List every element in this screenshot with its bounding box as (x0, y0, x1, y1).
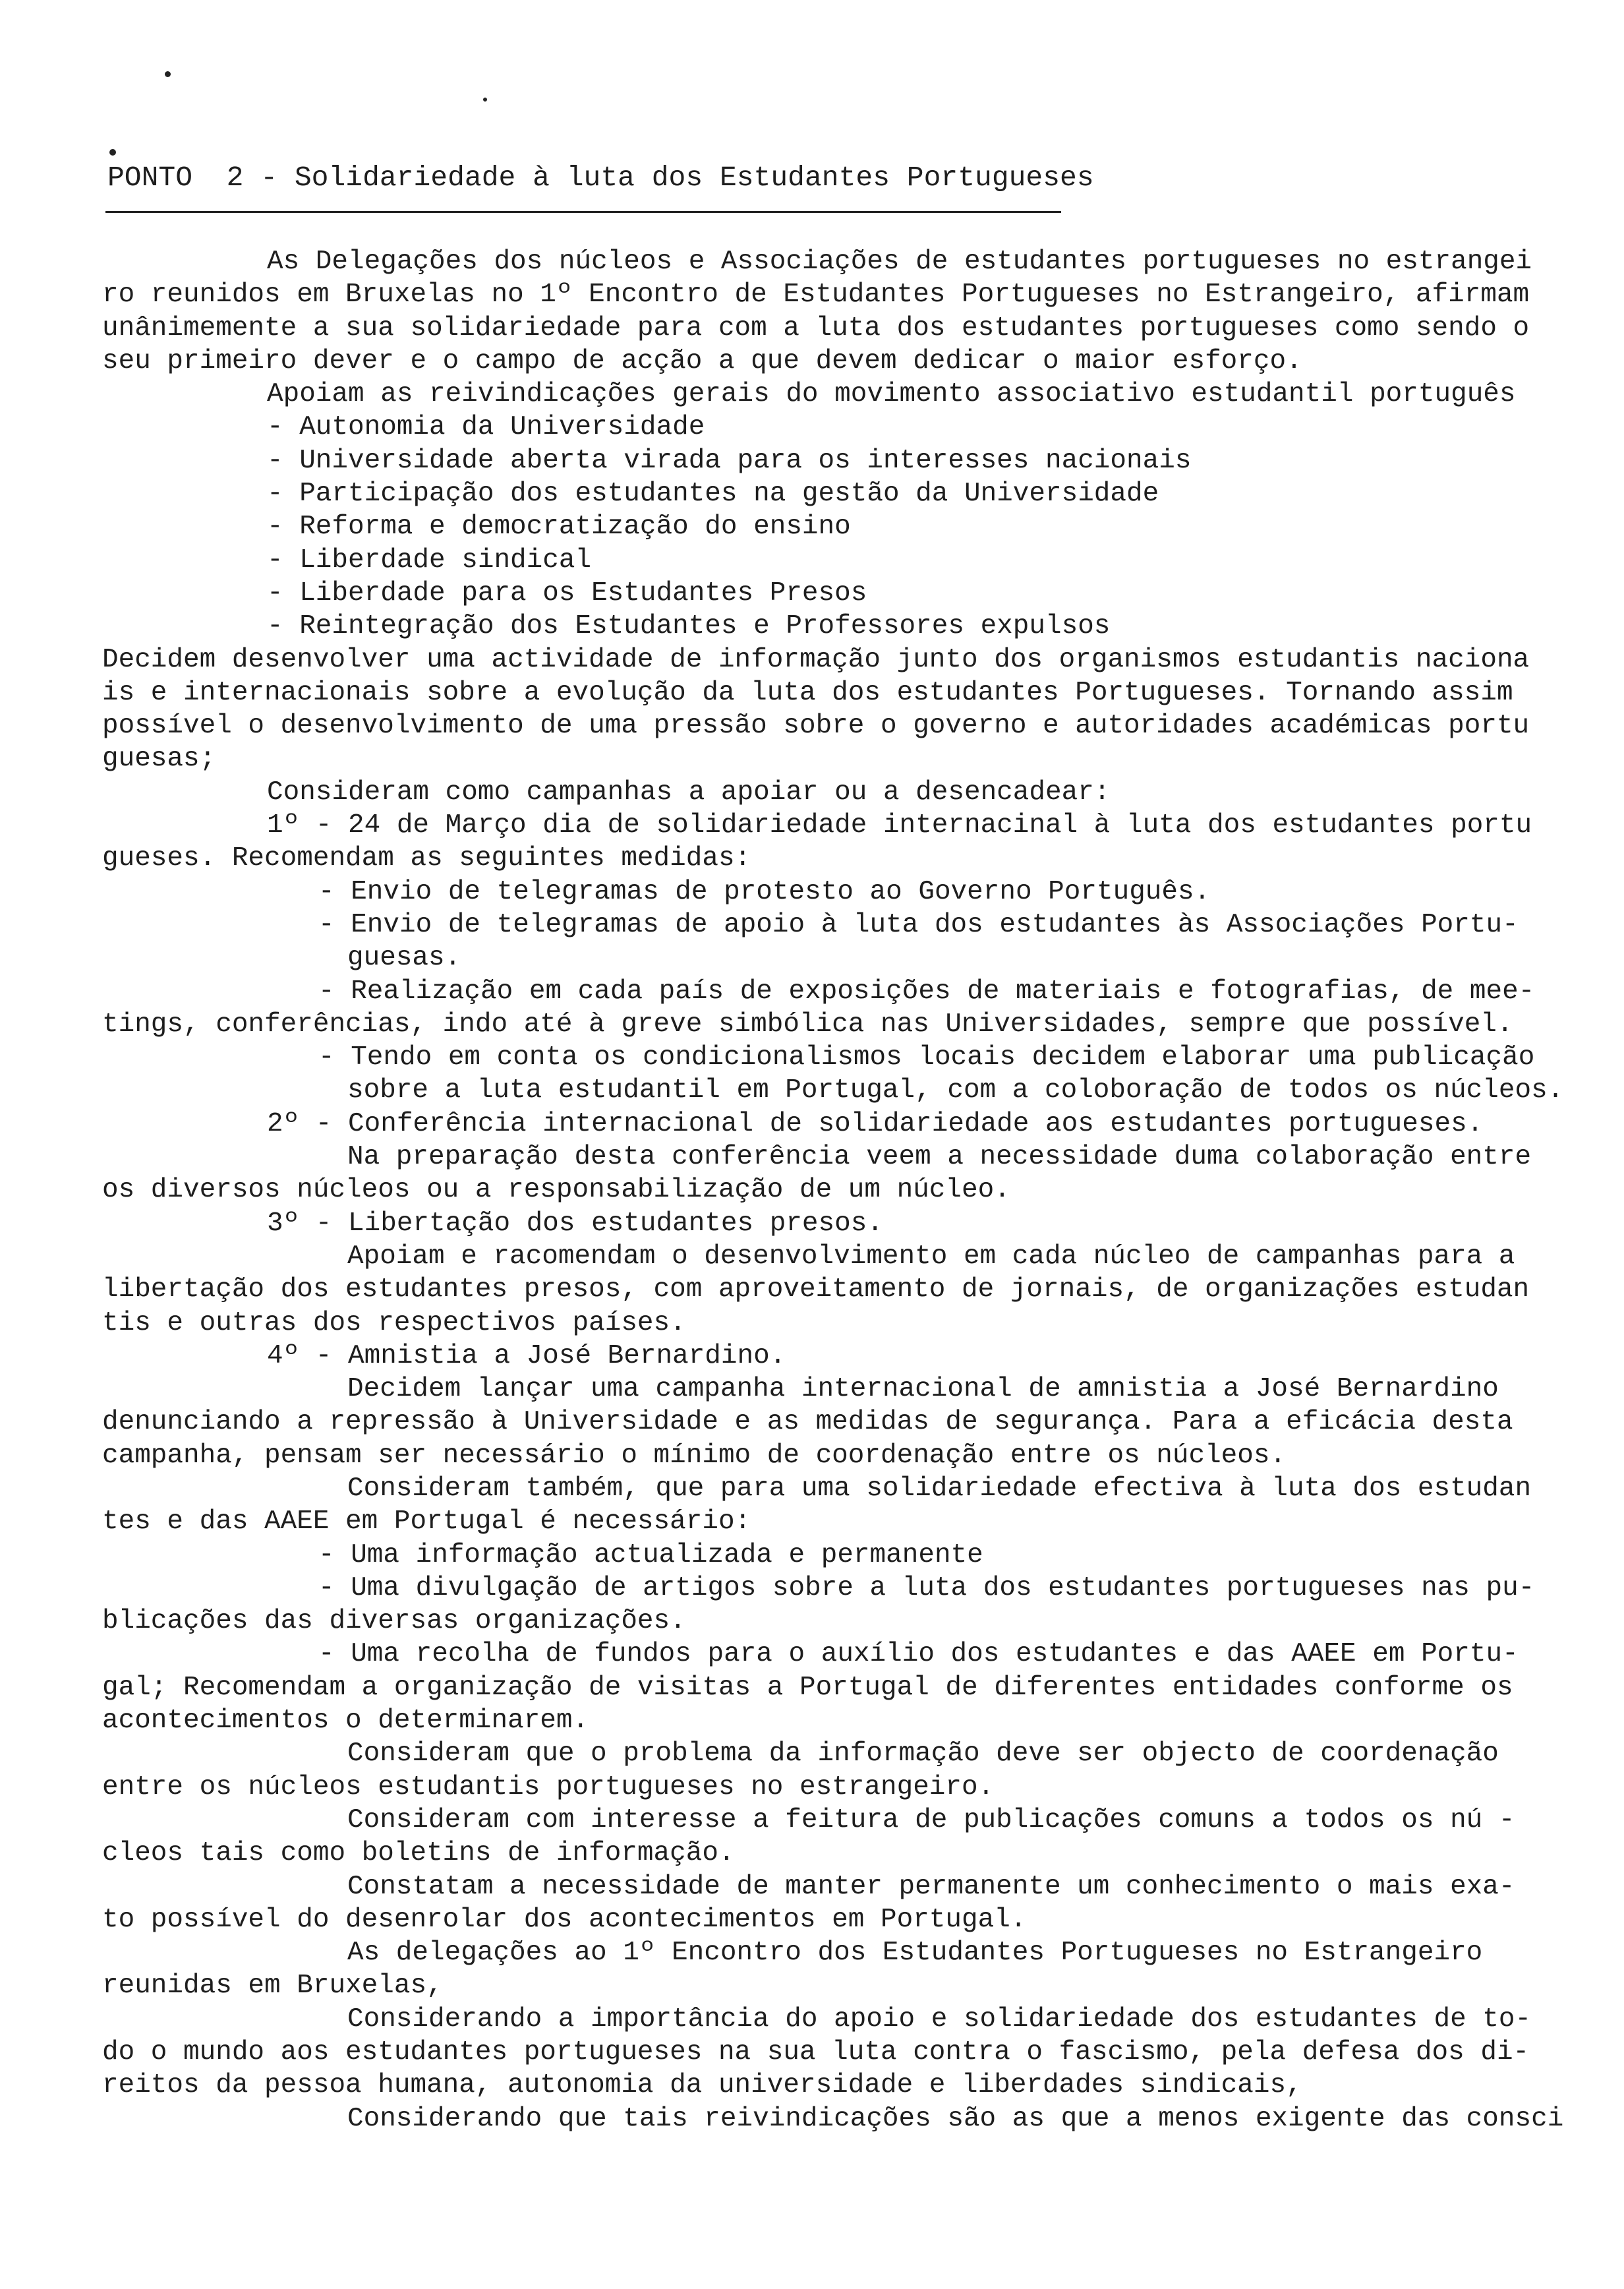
text-line: campanha, pensam ser necessário o mínimo de coordenação entre os núcleos. (102, 1440, 1287, 1471)
text-line: ro reunidos em Bruxelas no 1º Encontro de Estudantes Portugueses no Estrangeiro, afirmam (102, 280, 1530, 311)
text-line: As Delegações dos núcleos e Associações de estudantes portugueses no estrangei (267, 247, 1532, 277)
text-line: - Reintegração dos Estudantes e Professores expulsos (267, 611, 1111, 642)
text-line: - Liberdade sindical (267, 545, 592, 576)
ink-speck (165, 71, 171, 77)
text-line: As delegações ao 1º Encontro dos Estudantes Portugueses no Estrangeiro (347, 1938, 1483, 1969)
text-line: sobre a luta estudantil em Portugal, com a coloboração de todos os núcleos. (347, 1075, 1564, 1106)
text-line: gueses. Recomendam as seguintes medidas: (102, 843, 751, 874)
ink-speck (109, 149, 116, 156)
text-line: do o mundo aos estudantes portugueses na sua luta contra o fascismo, pela defesa dos di- (102, 2037, 1530, 2068)
text-line: tings, conferências, indo até à greve simbólica nas Universidades, sempre que possível. (102, 1009, 1513, 1040)
text-line: - Tendo em conta os condicionalismos locais decidem elaborar uma publicação (318, 1042, 1535, 1073)
text-line: - Uma informação actualizada e permanente (318, 1539, 983, 1570)
text-line: Na preparação desta conferência veem a necessidade duma colaboração entre (347, 1142, 1532, 1173)
text-line: guesas. (347, 943, 461, 974)
text-line: - Reforma e democratização do ensino (267, 512, 851, 543)
text-line: Apoiam as reivindicações gerais do movimento associativo estudantil português (267, 379, 1516, 410)
text-line: Consideram também, que para uma solidariedade efectiva à luta dos estudan (347, 1473, 1532, 1504)
text-line: - Participação dos estudantes na gestão da Universidade (267, 479, 1159, 510)
text-line: gal; Recomendam a organização de visitas a Portugal de diferentes entidades conforme os (102, 1672, 1513, 1703)
page-heading: PONTO 2 - Solidariedade à luta dos Estudantes Portugueses (107, 162, 1094, 194)
text-line: - Universidade aberta virada para os interesses nacionais (267, 445, 1192, 476)
text-line: Considerando a importância do apoio e solidariedade dos estudantes de to- (347, 2004, 1532, 2035)
heading-underline (105, 211, 1061, 213)
text-line: 1º - 24 de Março dia de solidariedade internacinal à luta dos estudantes portu (267, 810, 1532, 841)
text-line: Apoiam e racomendam o desenvolvimento em cada núcleo de campanhas para a (347, 1241, 1515, 1272)
text-line: Considerando que tais reivindicações são as que a menos exigente das consci (347, 2103, 1564, 2134)
text-line: Decidem lançar uma campanha internacional de amnistia a José Bernardino (347, 1374, 1499, 1405)
text-line: to possível do desenrolar dos acontecimentos em Portugal. (102, 1904, 1027, 1935)
text-line: - Realização em cada país de exposições de materiais e fotografias, de mee- (318, 976, 1535, 1007)
text-line: reunidas em Bruxelas, (102, 1971, 443, 2002)
text-line: Consideram como campanhas a apoiar ou a desencadear: (267, 777, 1111, 808)
text-line: Consideram com interesse a feitura de publicações comuns a todos os nú - (347, 1804, 1515, 1835)
text-line: cleos tais como boletins de informação. (102, 1838, 735, 1869)
document-body (102, 245, 1605, 2135)
text-line: guesas; (102, 744, 216, 775)
text-line: acontecimentos o determinarem. (102, 1706, 589, 1737)
text-line: libertação dos estudantes presos, com aproveitamento de jornais, de organizações estudan (102, 1274, 1530, 1305)
text-line: tis e outras dos respectivos países. (102, 1307, 686, 1338)
text-line: reitos da pessoa humana, autonomia da universidade e liberdades sindicais, (102, 2070, 1302, 2101)
text-line: - Autonomia da Universidade (267, 412, 705, 443)
text-line: unânimemente a sua solidariedade para com a luta dos estudantes portugueses como sendo o (102, 312, 1530, 343)
text-line: - Envio de telegramas de protesto ao Governo Português. (318, 876, 1211, 907)
text-line: blicações das diversas organizações. (102, 1606, 686, 1637)
text-line: - Uma recolha de fundos para o auxílio dos estudantes e das AAEE em Portu- (318, 1639, 1519, 1670)
text-line: Decidem desenvolver uma actividade de informação junto dos organismos estudantis naciona (102, 644, 1530, 675)
text-line: 4º - Amnistia a José Bernardino. (267, 1340, 786, 1371)
text-line: 3º - Libertação dos estudantes presos. (267, 1208, 883, 1239)
text-line: Consideram que o problema da informação deve ser objecto de coordenação (347, 1739, 1499, 1769)
text-line: 2º - Conferência internacional de solidariedade aos estudantes portugueses. (267, 1108, 1484, 1139)
text-line: entre os núcleos estudantis portugueses no estrangeiro. (102, 1771, 995, 1802)
text-line: Constatam a necessidade de manter permanente um conhecimento o mais exa- (347, 1871, 1515, 1902)
text-line: seu primeiro dever e o campo de acção a que devem dedicar o maior esforço. (102, 345, 1302, 376)
text-line: - Liberdade para os Estudantes Presos (267, 578, 867, 609)
text-line: - Uma divulgação de artigos sobre a luta dos estudantes portugueses nas pu- (318, 1572, 1535, 1603)
text-line: denunciando a repressão à Universidade e as medidas de segurança. Para a eficácia desta (102, 1407, 1513, 1438)
text-line: os diversos núcleos ou a responsabilização de um núcleo. (102, 1175, 1010, 1206)
text-line: tes e das AAEE em Portugal é necessário: (102, 1506, 751, 1537)
text-line: is e internacionais sobre a evolução da luta dos estudantes Portugueses. Tornando assim (102, 677, 1513, 708)
text-line: - Envio de telegramas de apoio à luta dos estudantes às Associações Portu- (318, 909, 1519, 940)
text-line: possível o desenvolvimento de uma pressão sobre o governo e autoridades académicas portu (102, 711, 1530, 742)
ink-speck (483, 98, 487, 102)
